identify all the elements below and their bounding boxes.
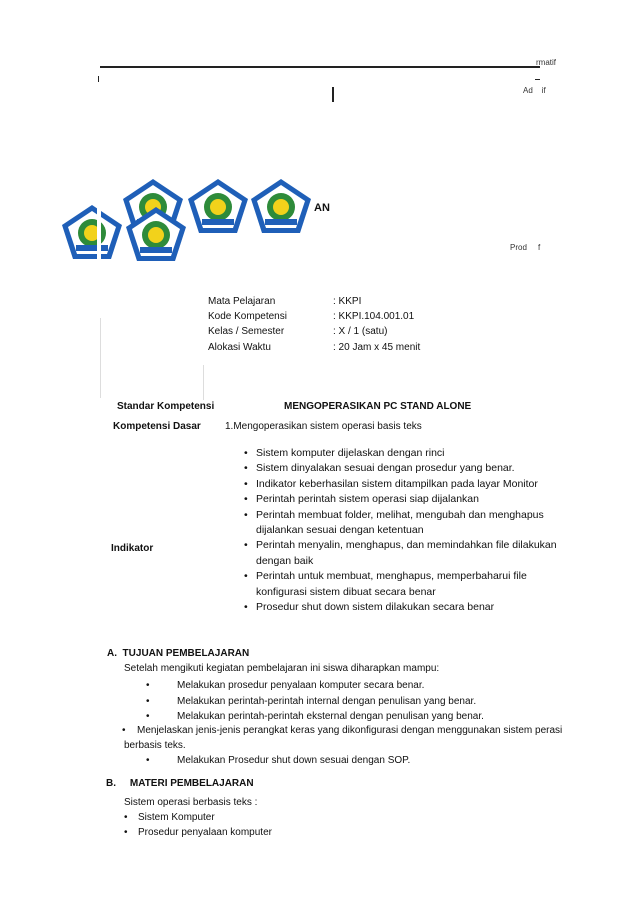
info-key: Mata Pelajaran — [208, 296, 276, 307]
section-a-extra-2: berbasis teks. — [124, 740, 186, 751]
indicator-item: • Sistem komputer dijelaskan dengan rinci — [244, 446, 579, 461]
header-tick-mid — [332, 87, 334, 102]
section-a-last-item: Melakukan Prosedur shut down sesuai dengan SOP. — [177, 755, 411, 766]
indicator-item: • Perintah membuat folder, melihat, mengubah dan menghapus dijalankan sesuai dengan ketentuan — [244, 508, 579, 539]
section-b-title: B. MATERI PEMBELAJARAN — [106, 778, 254, 789]
bullet-glyph: • — [146, 696, 150, 707]
sk-label: Standar Kompetensi — [117, 401, 215, 412]
bullet-glyph: • — [124, 827, 128, 838]
info-key: Alokasi Waktu — [208, 342, 271, 353]
indicator-label: Indikator — [111, 543, 154, 554]
section-b-item: Sistem Komputer — [138, 812, 215, 823]
info-value: : KKPI — [333, 296, 362, 307]
section-a-item: Melakukan perintah-perintah internal dengan penulisan yang benar. — [177, 696, 477, 707]
bullet-glyph: • — [146, 711, 150, 722]
title-fragment: AN — [314, 202, 330, 214]
school-logo-icon — [124, 205, 188, 263]
header-tick-left — [98, 76, 99, 82]
section-a-title: A. TUJUAN PEMBELAJARAN — [107, 648, 250, 659]
indicator-item: • Perintah menyalin, menghapus, dan memindahkan file dilakukan dengan baik — [244, 538, 579, 569]
left-margin-mark — [203, 365, 204, 400]
indicator-item: • Perintah untuk membuat, menghapus, memperbaharui file konfigurasi sistem dibuat secara benar — [244, 569, 579, 600]
left-margin-mark — [100, 318, 101, 398]
indicator-item: • Indikator keberhasilan sistem ditampilkan pada layar Monitor — [244, 477, 579, 492]
indicator-item: • Sistem dinyalakan sesuai dengan prosedur yang benar. — [244, 461, 579, 476]
header-corner-text-2: Ad if — [523, 86, 546, 95]
kd-value: 1.Mengoperasikan sistem operasi basis teks — [225, 421, 422, 432]
info-key: Kelas / Semester — [208, 326, 285, 337]
section-a-item: Melakukan prosedur penyalaan komputer secara benar. — [177, 680, 425, 691]
info-value: : 20 Jam x 45 menit — [333, 342, 421, 353]
school-logo-icon — [186, 177, 250, 235]
header-corner-text-1: rmatif — [536, 58, 556, 67]
school-logo-icon — [60, 203, 124, 261]
indicator-list — [244, 446, 579, 615]
bullet-glyph: • — [124, 812, 128, 823]
bullet-glyph: • — [146, 680, 150, 691]
bullet-glyph: • — [146, 755, 150, 766]
header-right-text: Prod f — [510, 243, 541, 252]
info-key: Kode Kompetensi — [208, 311, 287, 322]
school-logo-icon — [249, 177, 313, 235]
bullet-glyph: • — [122, 725, 126, 736]
header-rule-top — [100, 66, 540, 68]
section-a-intro: Setelah mengikuti kegiatan pembelajaran ini siswa diharapkan mampu: — [124, 663, 440, 674]
indicator-item: • Perintah perintah sistem operasi siap dijalankan — [244, 492, 579, 507]
section-b-intro: Sistem operasi berbasis teks : — [124, 797, 258, 808]
section-a-extra-1: Menjelaskan jenis-jenis perangkat keras yang dikonfigurasi dengan menggunakan sistem perasi — [137, 725, 563, 736]
section-a-item: Melakukan perintah-perintah eksternal dengan penulisan yang benar. — [177, 711, 484, 722]
indicator-item: • Prosedur shut down sistem dilakukan secara benar — [244, 600, 579, 615]
logo-divider — [97, 208, 101, 263]
sk-value: MENGOPERASIKAN PC STAND ALONE — [284, 401, 472, 412]
header-rule-short — [535, 79, 540, 80]
info-value: : X / 1 (satu) — [333, 326, 388, 337]
kd-label: Kompetensi Dasar — [113, 421, 201, 432]
section-b-item: Prosedur penyalaan komputer — [138, 827, 272, 838]
info-value: : KKPI.104.001.01 — [333, 311, 415, 322]
